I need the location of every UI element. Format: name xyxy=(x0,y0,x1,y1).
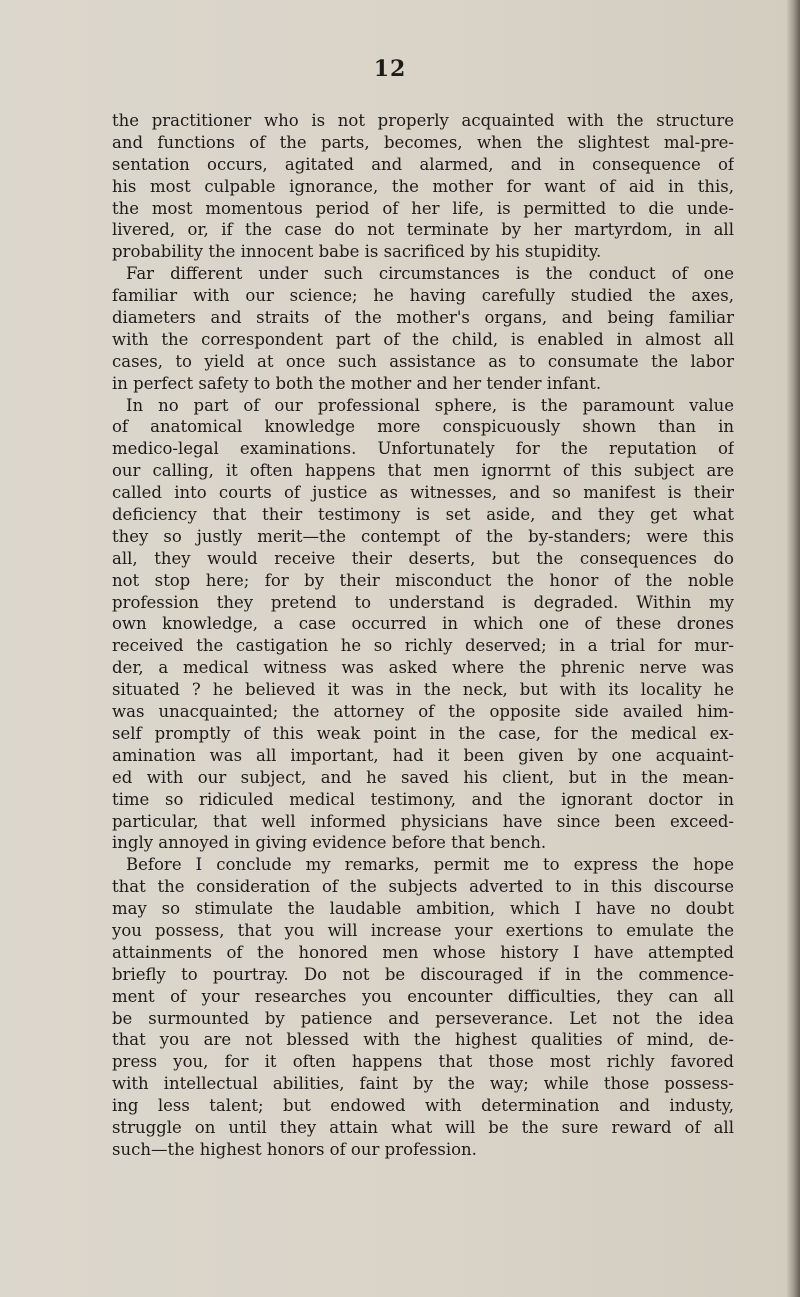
text-line: press you, for it often happens that those most richly favored xyxy=(112,1052,734,1072)
text-line: not stop here; for by their misconduct the honor of the noble xyxy=(112,570,734,590)
text-line: that you are not blessed with the highest qualities of mind, de- xyxy=(112,1030,734,1050)
text-line: diameters and straits of the mother's organs, and being familiar xyxy=(112,308,734,328)
text-line: amination was all important, had it been given by one acquaint- xyxy=(112,745,734,765)
text-line: cases, to yield at once such assistance as to consumate the labor xyxy=(112,351,734,371)
text-line: they so justly merit—the contempt of the by-standers; were this xyxy=(112,526,734,546)
text-line: situated ? he believed it was in the neck, but with its locality he xyxy=(112,680,734,700)
text-line: own knowledge, a case occurred in which one of these drones xyxy=(112,614,734,634)
page-edge-shadow xyxy=(786,0,800,1297)
text-line: medico-legal examinations. Unfortunately for the reputation of xyxy=(112,439,734,459)
text-line: all, they would receive their deserts, but the consequences do xyxy=(112,548,734,568)
body-text xyxy=(112,110,734,1161)
text-line: you possess, that you will increase your exertions to emulate the xyxy=(112,920,734,940)
text-line: such—the highest honors of our profession. xyxy=(112,1139,477,1159)
text-line: probability the innocent babe is sacrificed by his stupidity. xyxy=(112,242,602,262)
text-line: sentation occurs, agitated and alarmed, and in consequence of xyxy=(112,154,734,174)
text-line: der, a medical witness was asked where the phrenic nerve was xyxy=(112,658,734,678)
text-line: ment of your researches you encounter difficulties, they can all xyxy=(112,986,734,1006)
text-line: his most culpable ignorance, the mother for want of aid in this, xyxy=(112,176,734,196)
text-line: Before I conclude my remarks, permit me to express the hope xyxy=(126,855,734,875)
page-number: 12 xyxy=(373,56,407,82)
text-line: with the correspondent part of the child, is enabled in almost all xyxy=(112,329,734,349)
text-line: Far different under such circumstances is the conduct of one xyxy=(126,264,734,284)
text-line: particular, that well informed physicians have since been exceed- xyxy=(112,811,734,831)
text-line: in perfect safety to both the mother and her tender infant. xyxy=(112,373,602,393)
text-line: our calling, it often happens that men ignorrnt of this subject are xyxy=(112,461,734,481)
text-line: attainments of the honored men whose history I have attempted xyxy=(112,942,734,962)
text-line: time so ridiculed medical testimony, and the ignorant doctor in xyxy=(112,789,734,809)
text-line: was unacquainted; the attorney of the opposite side availed him- xyxy=(112,702,734,722)
text-line: In no part of our professional sphere, is the paramount value xyxy=(126,395,734,415)
text-line: and functions of the parts, becomes, when the slightest mal-pre- xyxy=(112,132,734,152)
text-line: may so stimulate the laudable ambition, which I have no doubt xyxy=(112,899,734,919)
text-line: self promptly of this weak point in the case, for the medical ex- xyxy=(112,723,734,743)
text-line: livered, or, if the case do not terminate by her martyrdom, in all xyxy=(112,220,734,240)
text-line: received the castigation he so richly deserved; in a trial for mur- xyxy=(112,636,734,656)
text-line: struggle on until they attain what will be the sure reward of all xyxy=(112,1117,734,1137)
text-line: ing less talent; but endowed with determination and industy, xyxy=(112,1096,734,1116)
text-line: of anatomical knowledge more conspicuously shown than in xyxy=(112,417,734,437)
text-line: briefly to pourtray. Do not be discouraged if in the commence- xyxy=(112,964,734,984)
text-line: that the consideration of the subjects adverted to in this discourse xyxy=(112,877,734,897)
text-line: with intellectual abilities, faint by the way; while those possess- xyxy=(112,1074,734,1094)
text-line: the most momentous period of her life, is permitted to die unde- xyxy=(112,198,734,218)
text-line: the practitioner who is not properly acquainted with the structure xyxy=(112,111,734,130)
text-line: deficiency that their testimony is set aside, and they get what xyxy=(112,505,734,525)
text-line: ed with our subject, and he saved his client, but in the mean- xyxy=(112,767,734,787)
text-line: be surmounted by patience and perseverance. Let not the idea xyxy=(112,1008,734,1028)
text-line: called into courts of justice as witnesses, and so manifest is their xyxy=(112,483,734,503)
text-line: familiar with our science; he having carefully studied the axes, xyxy=(112,286,734,306)
text-line: profession they pretend to understand is degraded. Within my xyxy=(112,592,734,612)
text-line: ingly annoyed in giving evidence before that bench. xyxy=(112,833,547,853)
